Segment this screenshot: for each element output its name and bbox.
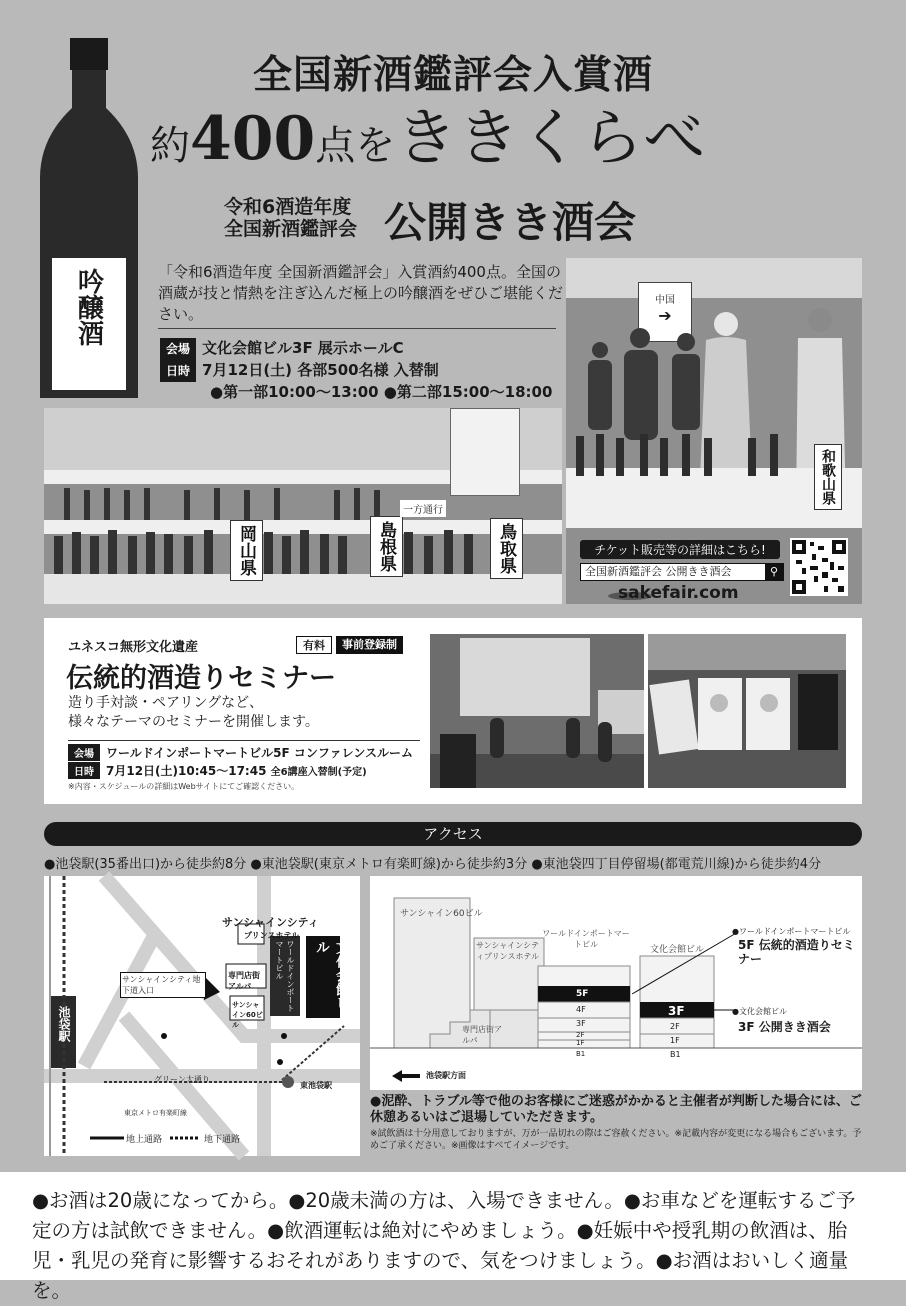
area-map: [44, 876, 360, 1156]
floor-w-1f: 1F: [576, 1039, 585, 1047]
map-sunshine-city: サンシャインシティ: [222, 916, 319, 929]
label-shimane: 島根県: [370, 516, 403, 577]
one-way-sign: 一方通行: [400, 500, 446, 517]
japan-map-sign: [450, 408, 520, 496]
bld-prince: サンシャインシティプリンスホテル: [476, 941, 540, 961]
bld-wim: ワールドインポートマートビル: [542, 929, 630, 949]
headline-count: 400: [190, 104, 316, 174]
map-wim: ワールドインポートマートビル: [275, 940, 295, 1012]
floor-b-3f: 3F: [668, 1004, 685, 1018]
ticket-title: チケット販売等の詳細はこちら!: [580, 540, 780, 559]
label-okayama: 岡山県: [230, 520, 263, 581]
floor-w-4f: 4F: [576, 1005, 586, 1014]
headline-count-suffix: 点を: [315, 123, 396, 169]
floor-w-3f: 3F: [576, 1019, 586, 1028]
seminar-desc-line1: 造り手対談・ペアリングなど、: [68, 695, 264, 711]
map-higashi: 東池袋駅: [300, 1081, 332, 1090]
floor-b-b1: B1: [670, 1050, 681, 1059]
seminar-desc: [68, 694, 319, 732]
paid-badge: 有料: [296, 636, 332, 654]
map-s60: サンシャイン60ビル: [232, 1001, 263, 1029]
subtitle-left-line2: 全国新酒鑑評会: [224, 218, 358, 240]
wim-seminar-title: 5F 伝統的酒造りセミナー: [738, 938, 855, 966]
access-routes: ●池袋駅(35番出口)から徒歩約8分 ●東池袋駅(東京メトロ有楽町線)から徒歩約3分 ●東池袋四丁目停留場(都電荒川線)から徒歩約4分: [44, 857, 822, 872]
floor-w-5f: 5F: [576, 989, 589, 999]
floor-w-b1: B1: [576, 1050, 586, 1058]
registration-badge: 事前登録制: [336, 636, 403, 654]
seminar-photo-1: [430, 634, 644, 788]
map-entrance: サンシャインシティ地下道入口: [120, 972, 206, 998]
venue-text: 文化会館ビル3F 展示ホールC: [202, 339, 404, 357]
access-title: アクセス: [44, 822, 862, 846]
seminar-date: [68, 762, 367, 779]
bunka-note: ●文化会館ビル: [732, 1007, 787, 1016]
ticket-url[interactable]: sakefair.com: [618, 583, 739, 603]
floor-w-2f: 2F: [576, 1031, 585, 1039]
notice-small: ※試飲酒は十分用意しておりますが、万が一品切れの際はご容赦ください。※記載内容が変更になる場合もございます。予めご了承ください。※画像はすべてイメージです。: [370, 1129, 862, 1151]
headline-kikikurabe: ききくらべ: [395, 101, 706, 174]
seminar-note: ※内容・スケジュールの詳細はWebサイトにてご確認ください。: [68, 782, 300, 791]
label-tottori: 鳥取県: [490, 518, 523, 579]
floor-b-1f: 1F: [670, 1036, 680, 1045]
notice-main: ●泥酔、トラブル等で他のお客様にご迷惑がかかると主催者が判断した場合には、ご休憩あるいはご退場していただきます。: [370, 1094, 862, 1125]
seminar-title: 伝統的酒造りセミナー: [66, 663, 336, 694]
bunka-event-title: 3F 公開きき酒会: [738, 1020, 831, 1034]
building-diagram: [370, 876, 862, 1090]
venue-tag: 会場: [160, 338, 196, 360]
seminar-venue-tag: 会場: [68, 744, 100, 761]
seminar-section: [44, 618, 862, 804]
map-alpa: 専門店街アルパ: [228, 971, 260, 991]
headline-line1: 全国新酒鑑評会入賞酒: [252, 53, 653, 98]
seminar-date-note: 全6講座入替制(予定): [270, 767, 367, 778]
legend-ground: 地上通路: [126, 1135, 163, 1145]
footer-warnings: ●お酒は20歳になってから。●20歳未満の方は、入場できません。●お車などを運転するご予定の方は試飲できません。●飲酒運転は絶対にやめましょう。●妊娠中や授乳期の飲酒は、胎児・乳児の発育に影響するおそれがありますので、気をつけましょう。●お酒はおいしく適量を。: [0, 1172, 906, 1280]
wim-note: ●ワールドインポートマートビル: [732, 927, 851, 936]
headline-line2: [150, 88, 705, 177]
direction-sign-text: 中国: [655, 295, 675, 306]
headline-approx: 約: [150, 123, 190, 169]
direction-label: 池袋駅方面: [426, 1071, 466, 1080]
unesco-label: ユネスコ無形文化遺産: [68, 640, 199, 655]
sessions-text: ●第一部10:00～13:00 ●第二部15:00～18:00: [210, 383, 553, 401]
seminar-photo-2: [648, 634, 846, 788]
intro-text: 「令和6酒造年度 全国新酒鑑評会」入賞酒約400点。全国の酒蔵が技と情熱を注ぎ込んだ極上の吟醸酒をぜひご堪能ください。: [158, 263, 564, 323]
seminar-venue-text: ワールドインポートマートビル5F コンファレンスルーム: [106, 746, 413, 760]
seminar-date-tag: 日時: [68, 762, 100, 779]
bld-s60: サンシャイン60ビル: [400, 909, 483, 919]
seminar-date-text: 7月12日(土)10:45～17:45: [106, 764, 267, 778]
ticket-search-text: 全国新酒鑑評会 公開きき酒会: [585, 565, 732, 578]
subtitle-left-line1: 令和6酒造年度: [224, 196, 352, 218]
ticket-search-box[interactable]: [580, 563, 784, 581]
divider: [158, 328, 556, 329]
direction-sign: 中国 ➔: [638, 282, 692, 342]
bottle-label-text: 吟醸酒: [73, 268, 104, 346]
map-prince: プリンスホテル: [244, 931, 300, 940]
map-ikebukuro: 池袋駅: [57, 1006, 71, 1042]
bld-bunka: 文化会館ビル: [650, 945, 705, 955]
date-tag: 日時: [160, 360, 196, 382]
date-text: 7月12日(土) 各部500名様 入替制: [202, 361, 439, 379]
map-green: グリーン大通り: [154, 1075, 210, 1084]
legend-underground: 地下通路: [204, 1135, 241, 1145]
bottle-label: [52, 258, 126, 390]
seminar-venue: [68, 744, 413, 761]
tasting-hall-photo: [44, 408, 562, 604]
bld-alpa: 専門店街アルパ: [462, 1025, 502, 1045]
subtitle-event-name: 公開きき酒会: [384, 198, 637, 247]
search-icon[interactable]: ⚲: [765, 564, 783, 580]
qr-code-icon[interactable]: [790, 538, 848, 596]
map-metro: 東京メトロ有楽町線: [124, 1109, 187, 1117]
seminar-desc-line2: 様々なテーマのセミナーを開催します。: [68, 714, 319, 730]
label-wakayama: 和歌山県: [814, 444, 842, 510]
map-bunka: 文化会館ビル: [314, 940, 350, 1010]
floor-b-2f: 2F: [670, 1022, 680, 1031]
subtitle-left: [224, 196, 357, 240]
event-details: [160, 338, 552, 402]
